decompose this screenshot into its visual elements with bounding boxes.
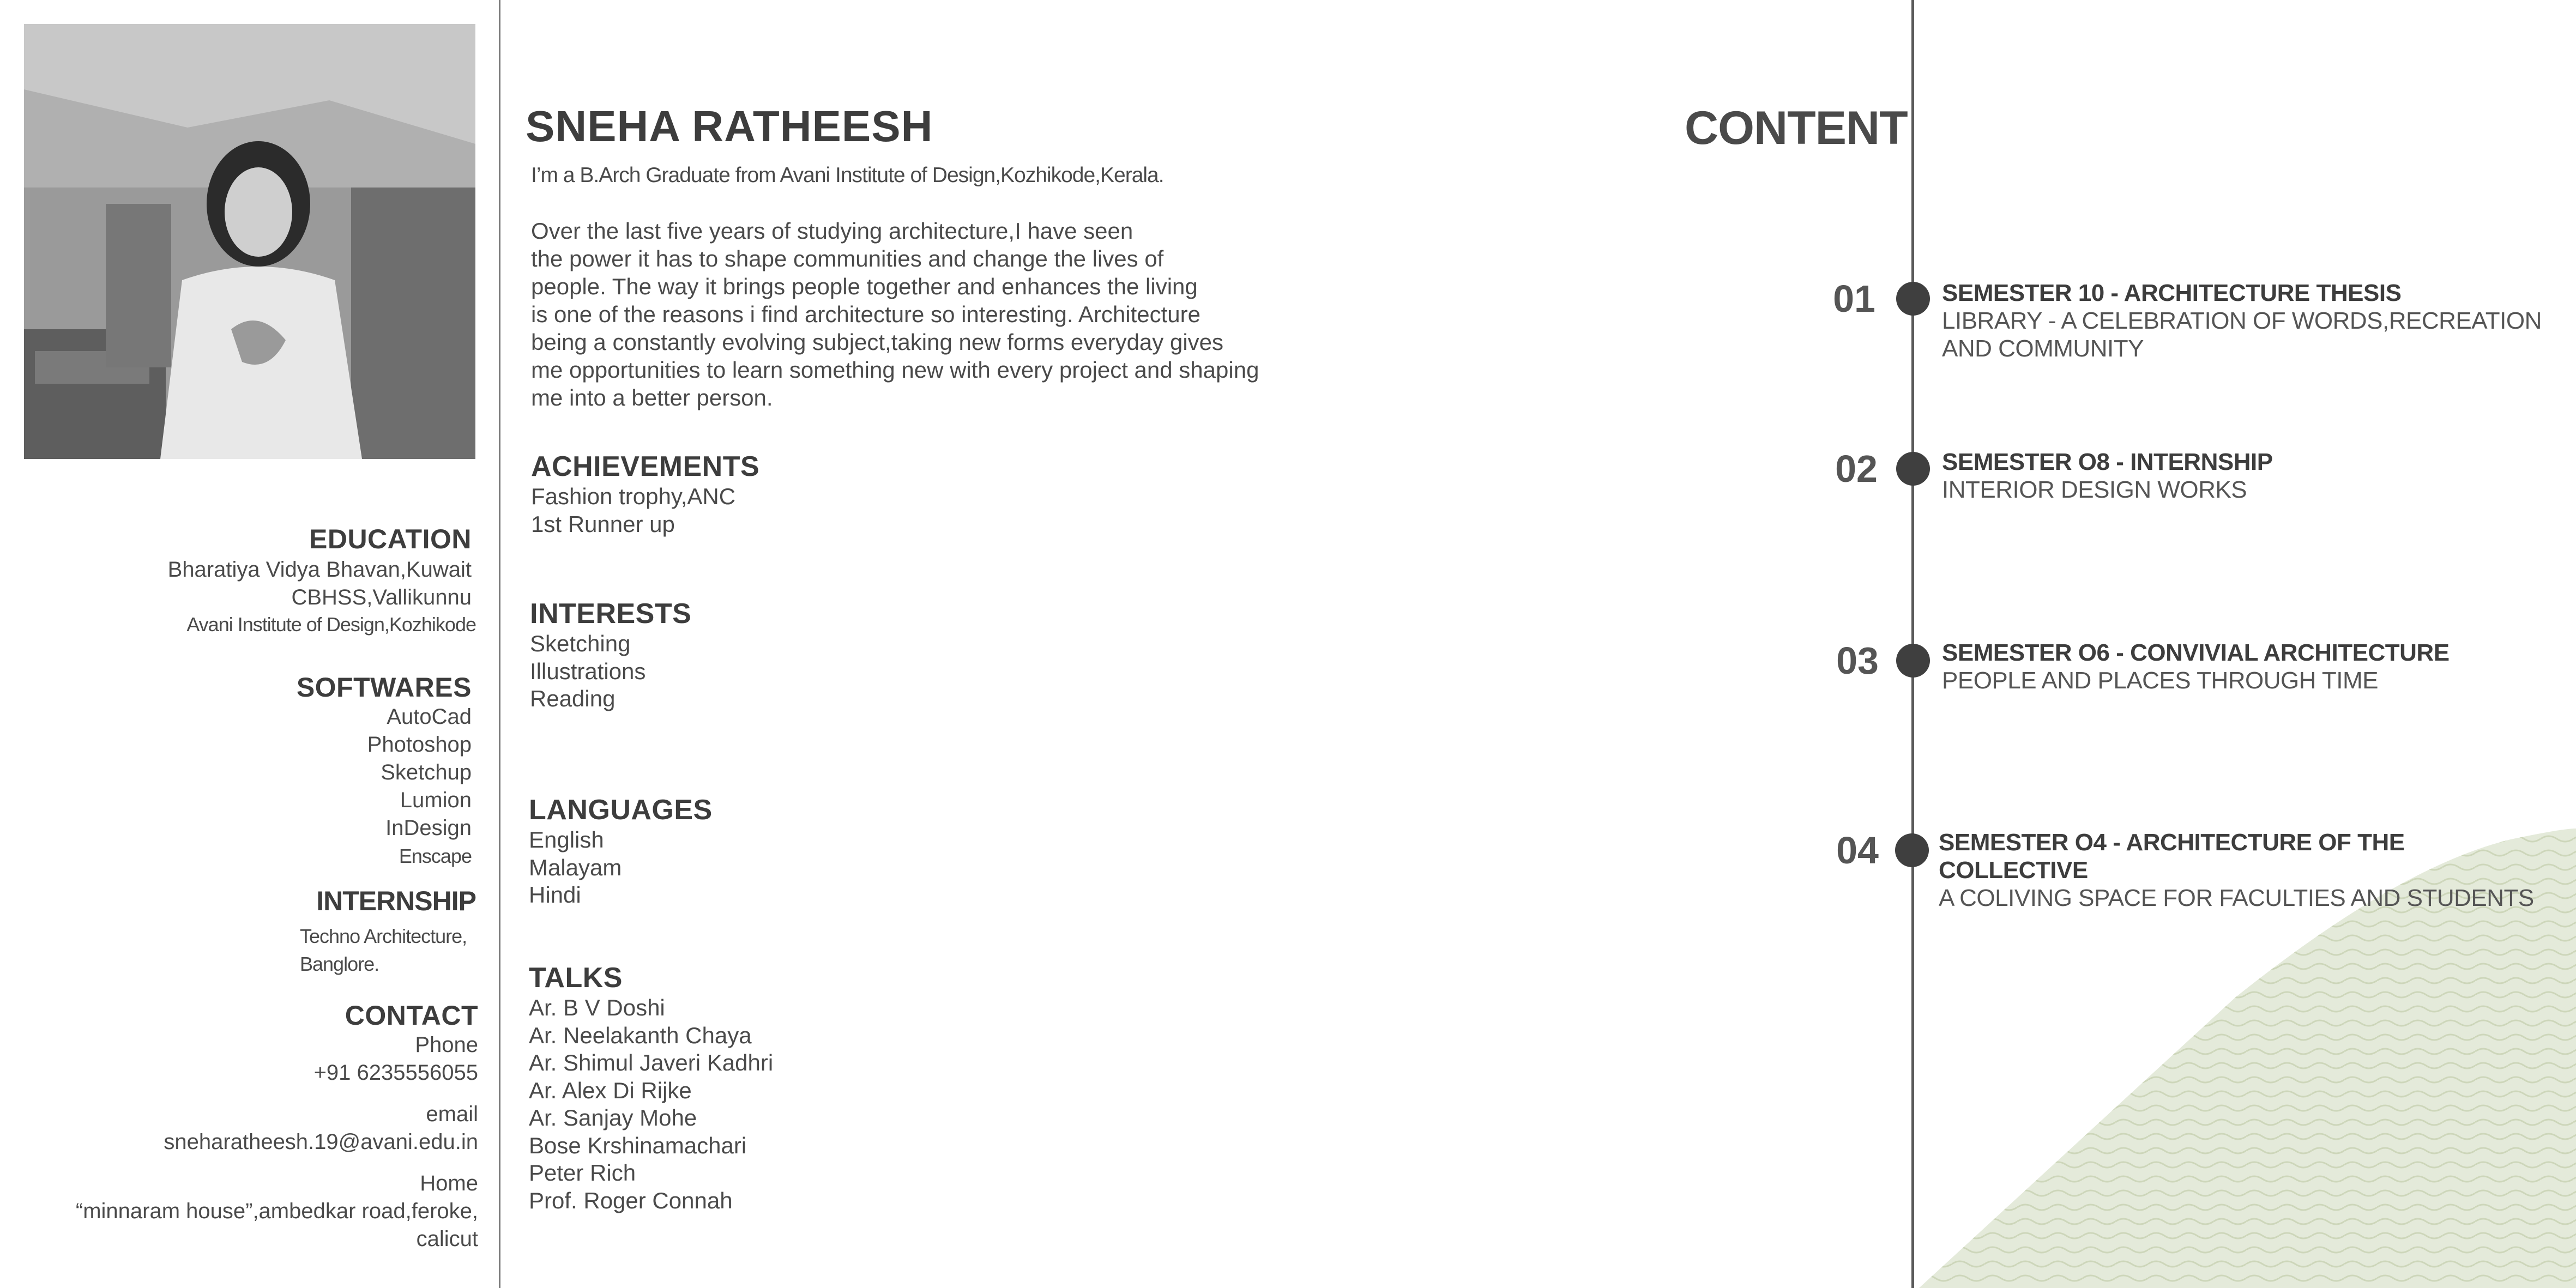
entry-title: SEMESTER O8 - INTERNSHIP: [1942, 449, 2273, 475]
phone-number[interactable]: +91 6235556055: [313, 1061, 478, 1085]
entry-number: 02: [1835, 448, 1878, 490]
entry-title: SEMESTER 10 - ARCHITECTURE THESIS: [1942, 280, 2402, 306]
language-item: English: [529, 827, 604, 852]
talk-item: Prof. Roger Connah: [529, 1187, 733, 1213]
talk-item: Ar. Neelakanth Chaya: [529, 1022, 752, 1048]
achievement-item: 1st Runner up: [531, 511, 675, 537]
entry-subtitle: A COLIVING SPACE FOR FACULTIES AND STUDENTS: [1939, 885, 2534, 911]
entry-title: SEMESTER O4 - ARCHITECTURE OF THE COLLECTIVE: [1939, 829, 2405, 884]
paragraph-line: me opportunities to learn something new with every project and shaping: [531, 357, 1259, 383]
timeline-dot: [1895, 833, 1929, 867]
content-entry[interactable]: [1942, 448, 2553, 504]
content-entry[interactable]: [1942, 279, 2553, 362]
paragraph-line: being a constantly evolving subject,taking new forms everyday gives: [531, 329, 1224, 355]
internship-details: [300, 922, 467, 978]
talks-section: [529, 962, 773, 1214]
intro-line: I’m a B.Arch Graduate from Avani Institute of Design,Kozhikode,Kerala.: [531, 164, 1164, 187]
content-title: CONTENT: [1685, 102, 1908, 154]
profile-photo: [24, 24, 475, 459]
paragraph-line: people. The way it brings people together and enhances the living: [531, 274, 1198, 299]
software-item: Enscape: [399, 845, 472, 867]
internship-heading: [316, 885, 476, 917]
phone-label: Phone: [415, 1033, 478, 1057]
internship-item: Techno Architecture,: [300, 925, 467, 947]
paragraph-line: the power it has to shape communities and change the lives of: [531, 246, 1164, 271]
achievements-title: ACHIEVEMENTS: [531, 451, 760, 482]
email-address[interactable]: sneharatheesh.19@avani.edu.in: [164, 1130, 478, 1154]
paragraph-line: Over the last five years of studying architecture,I have seen: [531, 218, 1133, 244]
talk-item: Bose Krshinamachari: [529, 1132, 747, 1158]
achievements-section: [531, 450, 759, 538]
person-name: SNEHA RATHEESH: [526, 102, 933, 150]
interest-item: Reading: [530, 686, 616, 711]
education-list: [168, 556, 472, 612]
content-entry[interactable]: [1942, 639, 2553, 694]
entry-title: SEMESTER O6 - CONVIVIAL ARCHITECTURE: [1942, 639, 2450, 666]
interests-section: [530, 597, 691, 713]
timeline-dot: [1896, 644, 1930, 678]
left-divider: [499, 0, 500, 1288]
languages-title: LANGUAGES: [529, 794, 713, 826]
software-item: AutoCad: [387, 705, 472, 729]
talks-title: TALKS: [529, 962, 623, 994]
interests-title: INTERESTS: [530, 598, 692, 630]
address-line: “minnaram house”,ambedkar road,feroke,: [75, 1199, 478, 1223]
internship-item: Banglore.: [300, 953, 379, 975]
software-item: Lumion: [400, 788, 472, 812]
timeline-dot: [1896, 282, 1930, 316]
education-title: EDUCATION: [309, 524, 472, 554]
talk-item: Ar. Alex Di Rijke: [529, 1077, 692, 1103]
software-item: Sketchup: [381, 760, 472, 784]
entry-subtitle: INTERIOR DESIGN WORKS: [1942, 476, 2247, 503]
entry-subtitle: PEOPLE AND PLACES THROUGH TIME: [1942, 667, 2379, 694]
interest-item: Illustrations: [530, 658, 646, 684]
achievement-item: Fashion trophy,ANC: [531, 483, 736, 509]
entry-number: 04: [1836, 829, 1879, 872]
software-item: InDesign: [385, 816, 472, 840]
paragraph-line: is one of the reasons i find architecture so interesting. Architecture: [531, 301, 1200, 327]
intro-paragraph: [531, 217, 1322, 412]
language-item: Hindi: [529, 882, 581, 908]
entry-number: 01: [1833, 277, 1875, 320]
paragraph-line: me into a better person.: [531, 385, 773, 410]
email-label: email: [426, 1102, 478, 1126]
home-label: Home: [420, 1171, 478, 1195]
softwares-section: [297, 672, 472, 870]
interest-item: Sketching: [530, 631, 631, 656]
entry-number: 03: [1836, 639, 1879, 682]
talk-item: Peter Rich: [529, 1160, 636, 1186]
softwares-title: SOFTWARES: [296, 672, 472, 703]
education-item: Avani Institute of Design,Kozhikode: [186, 613, 476, 636]
language-item: Malayam: [529, 854, 622, 880]
education-list-extra: [186, 610, 476, 638]
education-item: CBHSS,Vallikunnu: [291, 585, 472, 609]
software-item: Photoshop: [367, 733, 472, 757]
address-line: calicut: [416, 1227, 478, 1251]
languages-section: [529, 794, 713, 909]
internship-title: INTERNSHIP: [316, 886, 476, 916]
timeline-dot: [1896, 452, 1930, 486]
talk-item: Ar. Shimul Javeri Kadhri: [529, 1050, 774, 1075]
content-entry[interactable]: [1939, 829, 2549, 912]
contact-title: CONTACT: [345, 1000, 478, 1031]
education-heading: [309, 523, 472, 555]
talk-item: Ar. Sanjay Mohe: [529, 1105, 697, 1130]
education-item: Bharatiya Vidya Bhavan,Kuwait: [167, 558, 472, 582]
contact-section: [76, 1000, 478, 1253]
talk-item: Ar. B V Doshi: [529, 995, 665, 1020]
entry-subtitle: LIBRARY - A CELEBRATION OF WORDS,RECREATION AND COMMUNITY: [1942, 307, 2542, 362]
